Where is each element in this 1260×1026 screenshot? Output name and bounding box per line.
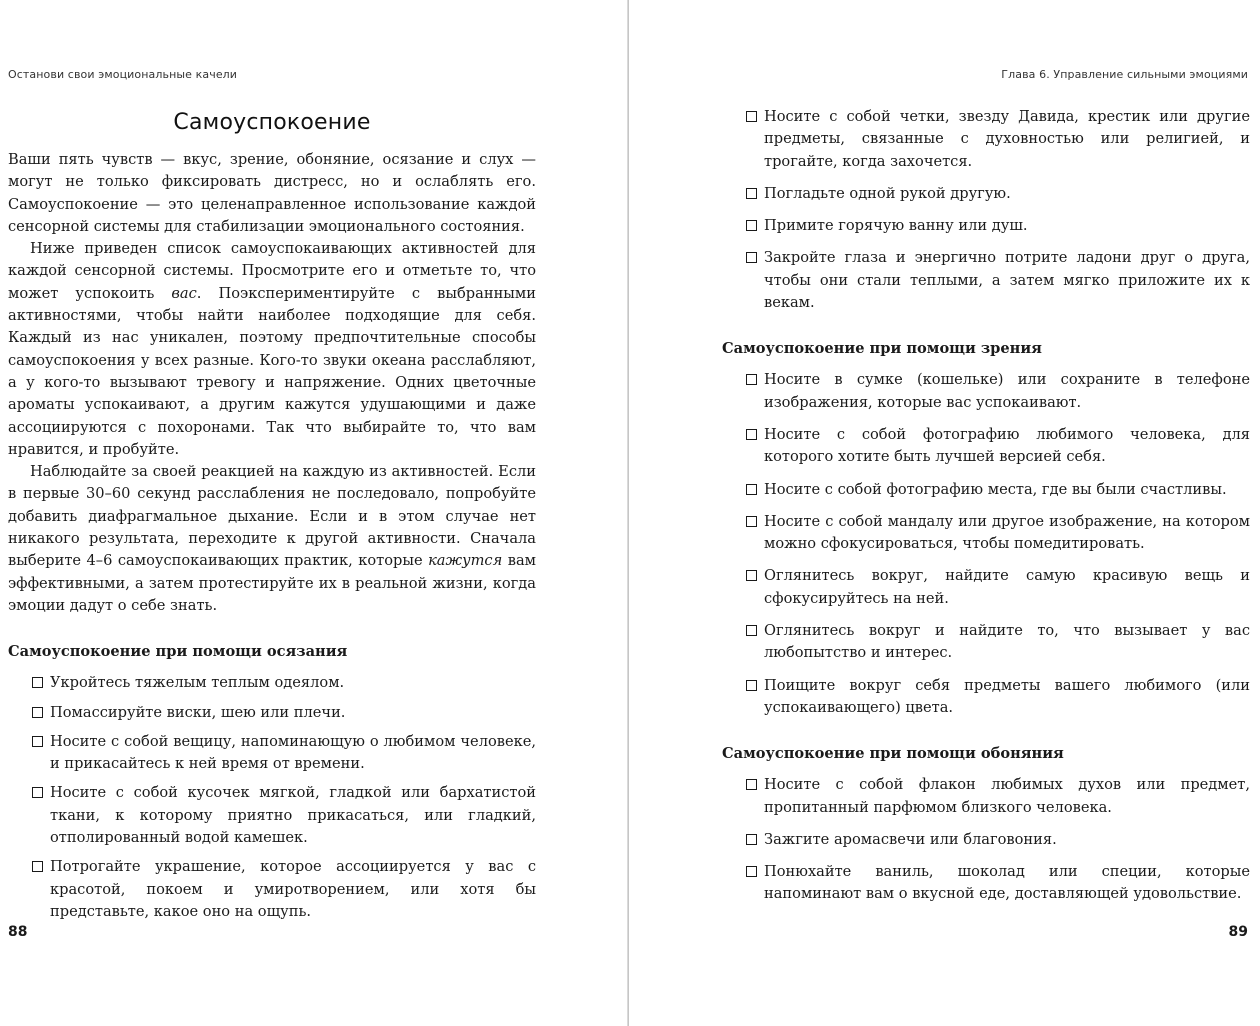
paragraph-text: Ниже приведен список самоуспокаивающих активностей для каждой сенсорной системы. Просмотрите его и отметьте то, что может успокоить <box>8 240 536 302</box>
section-heading-sight: Самоуспокоение при помощи зрения <box>722 340 1042 358</box>
page-number-right: 89 <box>1228 924 1248 940</box>
checklist-item-text: Помассируйте виски, шею или плечи. <box>50 703 346 721</box>
checklist-touch-continued <box>722 106 1250 314</box>
checklist-item-text: Зажгите аромасвечи или благовония. <box>764 830 1057 848</box>
checklist-item-text: Погладьте одной рукой другую. <box>764 184 1011 202</box>
book-gutter <box>627 0 629 1026</box>
checklist-item-text: Оглянитесь вокруг и найдите то, что вызывает у вас любопытство и интерес. <box>764 622 1250 662</box>
checkbox-icon[interactable] <box>746 516 757 527</box>
checkbox-icon[interactable] <box>32 861 43 872</box>
checklist-item <box>8 672 536 694</box>
page-number-left: 88 <box>8 924 28 940</box>
checklist-item <box>8 782 536 849</box>
paragraph-observe <box>8 461 536 617</box>
checklist-item-text: Оглянитесь вокруг, найдите самую красивую вещь и сфокусируйтесь на ней. <box>764 567 1250 607</box>
checklist-item <box>722 215 1250 237</box>
checklist-item <box>8 856 536 923</box>
checklist-item <box>722 369 1250 414</box>
checkbox-icon[interactable] <box>746 866 757 877</box>
checklist-item <box>722 511 1250 556</box>
checklist-item <box>8 702 536 724</box>
paragraph-text: . Поэкспериментируйте с выбранными активностями, чтобы найти наиболее подходящие для себя. Каждый из нас уникален, поэтому предпочтительные способы самоуспокоения у всех разные. Кого-то звуки океана расслабляют, а у кого-то вызывают тревогу и напряжение. Одних цветочные ароматы успокаивают, а другим кажутся удушающими и даже ассоциируются с похоронами. Так что выбирайте то, что вам нравится, и пробуйте. <box>8 284 536 458</box>
checklist-item-text: Носите с собой четки, звезду Давида, крестик или другие предметы, связанные с духовностью или религией, и трогайте, когда захочется. <box>764 108 1250 170</box>
section-heading-touch: Самоуспокоение при помощи осязания <box>8 643 348 661</box>
checkbox-icon[interactable] <box>746 779 757 790</box>
checkbox-icon[interactable] <box>746 111 757 122</box>
checklist-item <box>8 731 536 776</box>
checkbox-icon[interactable] <box>32 787 43 798</box>
checkbox-icon[interactable] <box>746 220 757 231</box>
chapter-title: Самоуспокоение <box>173 110 371 135</box>
section-heading-smell: Самоуспокоение при помощи обоняния <box>722 745 1064 763</box>
checklist-item <box>722 675 1250 720</box>
checklist-item <box>722 565 1250 610</box>
checklist-item <box>722 183 1250 205</box>
checklist-item <box>722 479 1250 501</box>
checkbox-icon[interactable] <box>32 736 43 747</box>
left-page <box>8 0 538 1026</box>
checklist-item-text: Примите горячую ванну или душ. <box>764 217 1028 235</box>
running-header-left: Останови свои эмоциональные качели <box>8 68 238 81</box>
checklist-item-text: Носите с собой флакон любимых духов или предмет, пропитанный парфюмом близкого человека. <box>764 776 1250 816</box>
checklist-item-text: Носите с собой мандалу или другое изображение, на котором можно сфокусироваться, чтобы помедитировать. <box>764 512 1250 553</box>
checklist-item <box>722 829 1250 851</box>
checklist-item-text: Потрогайте украшение, которое ассоциируется у вас с красотой, покоем и умиротворением, или хотя бы представьте, какое оно на ощупь. <box>50 858 536 920</box>
checklist-item <box>722 620 1250 665</box>
checkbox-icon[interactable] <box>746 570 757 581</box>
checklist-item <box>722 861 1250 906</box>
checkbox-icon[interactable] <box>32 677 43 688</box>
emphasis-text: кажутся <box>428 552 503 570</box>
checklist-item-text: Носите с собой кусочек мягкой, гладкой или бархатистой ткани, к которому приятно прикасаться, или гладкий, отполированный водой камешек. <box>50 784 536 847</box>
checkbox-icon[interactable] <box>746 374 757 385</box>
checklist-item <box>722 424 1250 469</box>
checkbox-icon[interactable] <box>746 188 757 199</box>
checkbox-icon[interactable] <box>32 707 43 718</box>
checklist-sight <box>722 369 1250 719</box>
checkbox-icon[interactable] <box>746 834 757 845</box>
paragraph-instructions <box>8 238 536 461</box>
checklist-touch <box>8 672 536 923</box>
checklist-item-text: Укройтесь тяжелым теплым одеялом. <box>50 674 345 692</box>
running-header-right: Глава 6. Управление сильными эмоциями <box>1001 68 1248 81</box>
checkbox-icon[interactable] <box>746 252 757 263</box>
checkbox-icon[interactable] <box>746 429 757 440</box>
checkbox-icon[interactable] <box>746 625 757 636</box>
checklist-item-text: Носите с собой фотографию любимого человека, для которого хотите быть лучшей версией себя. <box>764 425 1250 466</box>
right-page-content <box>722 106 1250 916</box>
checklist-smell <box>722 774 1250 905</box>
checklist-item <box>722 247 1250 314</box>
paragraph-intro: Ваши пять чувств — вкус, зрение, обоняние, осязание и слух — могут не только фиксировать дистресс, но и ослаблять его. Самоуспокоение — это целенаправленное использование каждой сенсорной системы для стабилизации эмоционального состояния. <box>8 151 536 235</box>
checklist-item <box>722 774 1250 819</box>
checklist-item-text: Носите с собой вещицу, напоминающую о любимом человеке, и прикасайтесь к ней время от времени. <box>50 732 536 773</box>
checklist-item-text: Носите в сумке (кошельке) или сохраните в телефоне изображения, которые вас успокаивают. <box>764 371 1250 411</box>
paragraph-text: Наблюдайте за своей реакцией на каждую из активностей. Если в первые 30–60 секунд расслабления не последовало, попробуйте добавить диафрагмальное дыхание. Если и в этом случае нет никакого результата, переходите к другой активности. Сначала выберите 4–6 самоуспокаивающих практик, которые <box>8 463 536 570</box>
checklist-item-text: Понюхайте ваниль, шоколад или специи, которые напоминают вам о вкусной еде, доставляющей удовольствие. <box>764 863 1250 903</box>
checklist-item-text: Носите с собой фотографию места, где вы были счастливы. <box>764 480 1227 498</box>
checklist-item-text: Поищите вокруг себя предметы вашего любимого (или успокаивающего) цвета. <box>764 676 1250 716</box>
left-page-content <box>8 110 536 930</box>
emphasis-text: вас <box>171 284 197 302</box>
checklist-item-text: Закройте глаза и энергично потрите ладони друг о друга, чтобы они стали теплыми, а затем мягко приложите их к векам. <box>764 249 1250 312</box>
right-page <box>722 0 1252 1026</box>
checkbox-icon[interactable] <box>746 484 757 495</box>
checklist-item <box>722 106 1250 173</box>
paragraph-text: вам эффективными, а затем протестируйте их в реальной жизни, когда эмоции дадут о себе знать. <box>8 552 536 614</box>
checkbox-icon[interactable] <box>746 680 757 691</box>
